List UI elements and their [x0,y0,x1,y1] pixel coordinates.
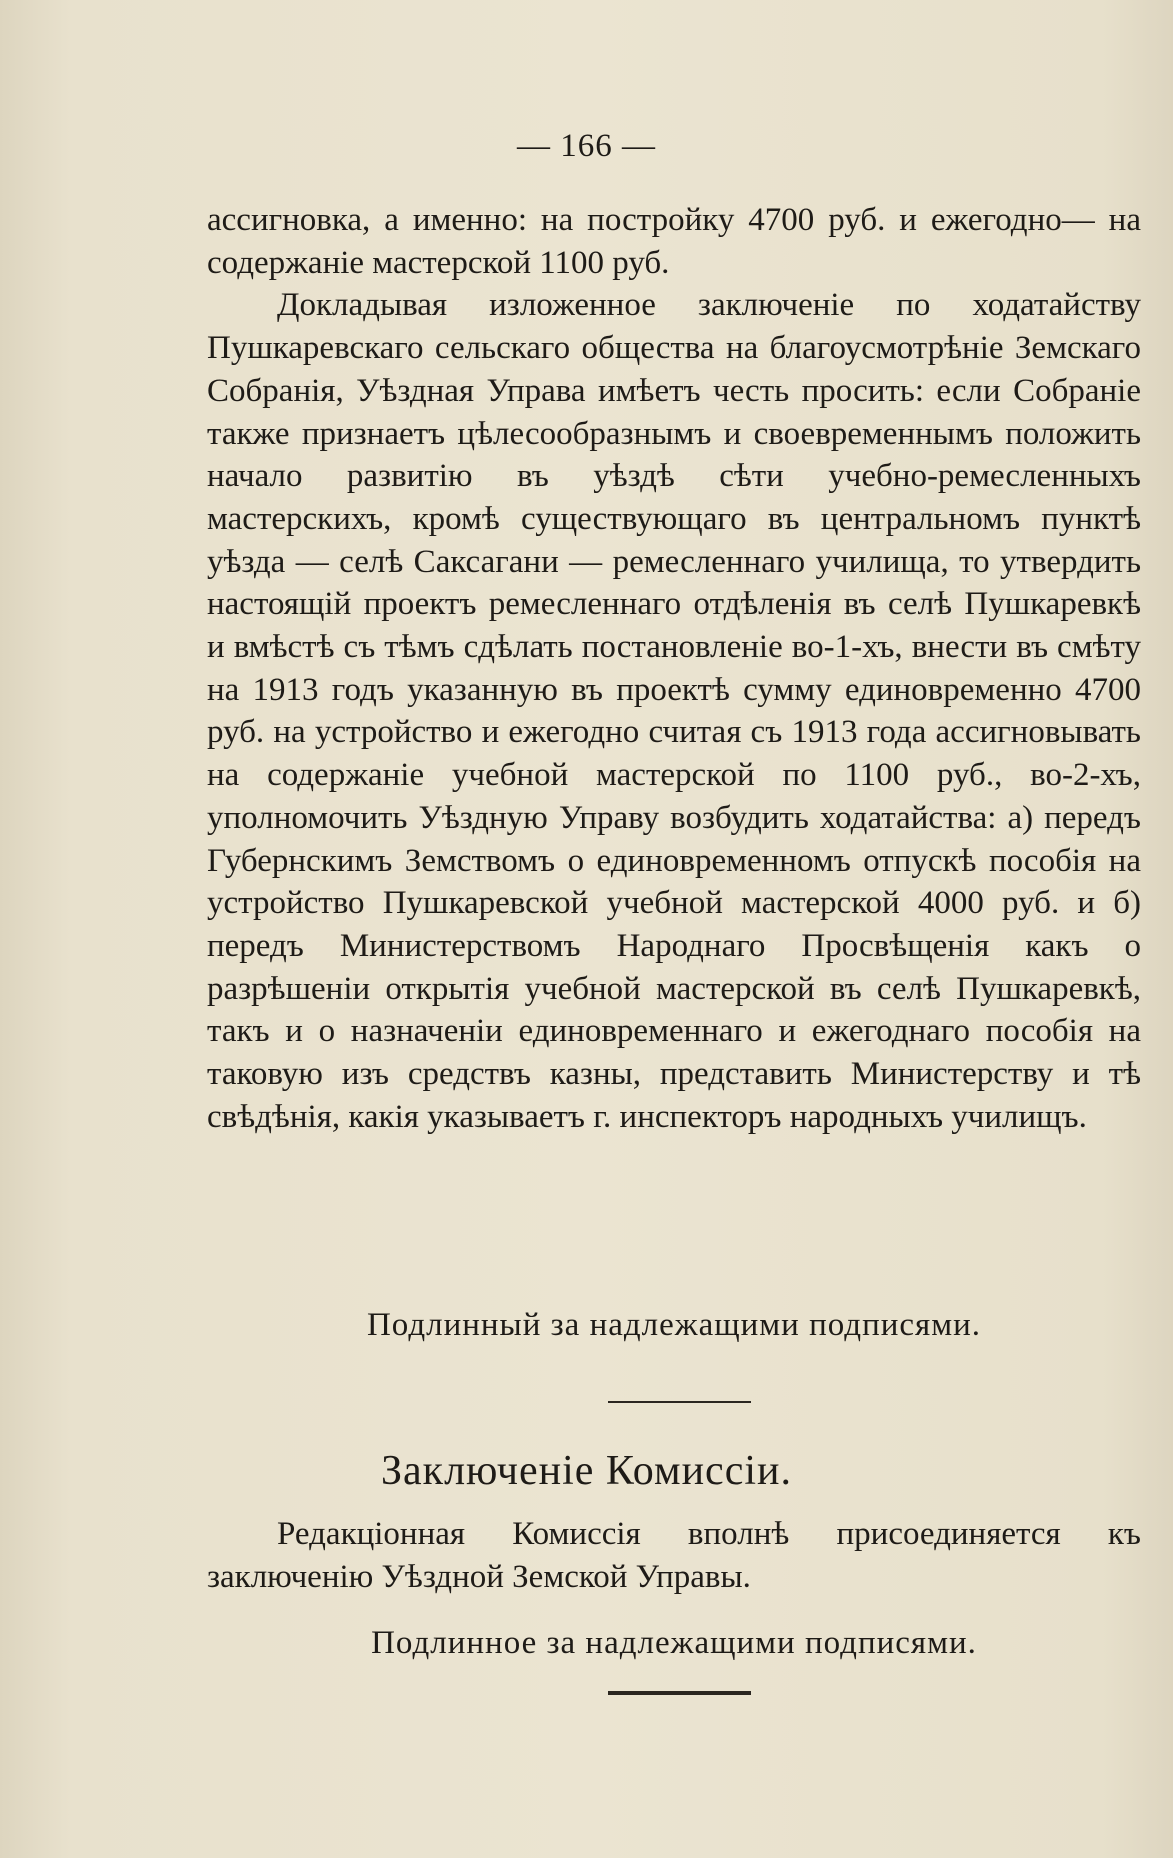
end-divider [608,1691,751,1695]
signature-note-1: Подлинный за надлежащими подписями. [366,1307,982,1343]
body-text [207,199,1141,1138]
paragraph-conclusion: Редакціонная Комиссія вполнѣ присоединяется къ заключенію Уѣздной Земской Управы. [207,1516,1141,1595]
paragraph-continuation: ассигновка, а именно: на постройку 4700 руб. и ежегодно— на содержаніе мастерской 1100 руб. [207,202,1141,281]
page-number: — 166 — [517,128,656,164]
section-divider [608,1401,751,1403]
signature-note-2: Подлинное за надлежащими подписями. [371,1625,977,1661]
section-heading: Заключеніе Комиссіи. [381,1448,792,1494]
paragraph-report: Докладывая изложенное заключеніе по ходатайству Пушкаревскаго сельскаго общества на благоусмотрѣніе Земскаго Собранія, Уѣздная Управа имѣетъ честь просить: если Собраніе также признаетъ цѣлесообразнымъ и своевременнымъ положить начало развитію въ уѣздѣ сѣти учебно-ремесленныхъ мастерскихъ, кромѣ существующаго въ центральномъ пунктѣ уѣзда — селѣ Саксагани — ремесленнаго училища, то утвердить настоящій проектъ ремесленнаго отдѣленія въ селѣ Пушкаревкѣ и вмѣстѣ съ тѣмъ сдѣлать постановленіе во-1-хъ, внести въ смѣту на 1913 годъ указанную въ проектѣ сумму единовременно 4700 руб. на устройство и ежегодно считая съ 1913 года ассигновывать на содержаніе учебной мастерской по 1100 руб., во-2-хъ, уполномочить Уѣздную Управу возбудить ходатайства: а) передъ Губернскимъ Земствомъ о единовременномъ отпускѣ пособія на устройство Пушкаревской учебной мастерской 4000 руб. и б) передъ Министерствомъ Народнаго Просвѣщенія какъ о разрѣшеніи открытія учебной мастерской въ селѣ Пушкаревкѣ, такъ и о назначеніи единовременнаго и ежегоднаго пособія на таковую изъ средствъ казны, представить Министерству и тѣ свѣдѣнія, какія указываетъ г. инспекторъ народныхъ училищъ. [207,287,1141,1135]
conclusion-text [207,1513,1141,1598]
